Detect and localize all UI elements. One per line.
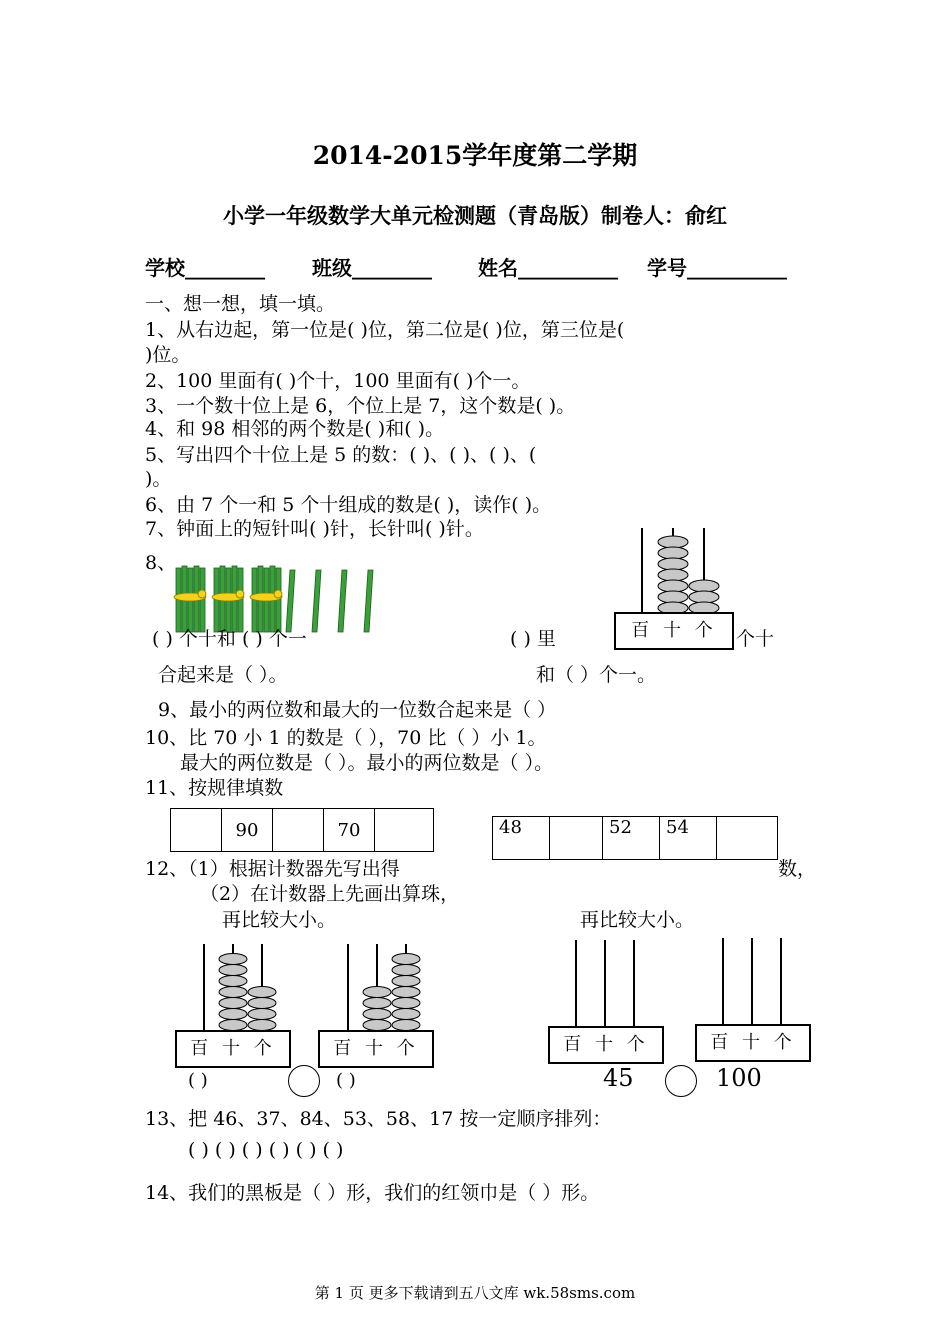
question-6: 6、由 7 个一和 5 个十组成的数是( )，读作( )。 (145, 494, 552, 516)
question-1: 1、从右边起，第一位是( )位，第二位是( )位，第三位是( (145, 319, 625, 341)
page-subtitle: 小学一年级数学大单元检测题（青岛版）制卷人：俞红 (223, 203, 727, 228)
question-8-right-line1b: 个十 (736, 628, 775, 650)
student-number-field[interactable]: 学号__________ (647, 256, 787, 280)
single-sticks (286, 570, 373, 632)
abacus-4-empty[interactable] (697, 938, 809, 1028)
question-11: 11、按规律填数 (145, 777, 284, 799)
question-13-blanks[interactable]: ( ) ( ) ( ) ( ) ( ) ( ) (188, 1139, 344, 1161)
sequence-cell: 70 (324, 809, 375, 852)
question-12-end: 数， (778, 858, 817, 880)
answer-blank-1[interactable]: ( ) (188, 1070, 208, 1091)
compare-circle-2[interactable] (665, 1065, 697, 1097)
sequence-cell: 48 (493, 817, 550, 860)
sequence-cell[interactable] (550, 817, 603, 860)
class-field[interactable]: 班级________ (312, 256, 432, 280)
section-heading: 一、想一想，填一填。 (145, 293, 336, 315)
question-5: 5、写出四个十位上是 5 的数：( )、( )、( )、( (145, 444, 537, 466)
question-13: 13、把 46、37、84、53、58、17 按一定顺序排列： (145, 1108, 612, 1130)
sequence-cell: 90 (222, 809, 273, 852)
name-field[interactable]: 姓名__________ (478, 256, 618, 280)
sequence-cell[interactable] (273, 809, 324, 852)
abacus-2 (322, 944, 434, 1034)
sequence-cell: 52 (603, 817, 660, 860)
school-field[interactable]: 学校________ (145, 256, 265, 280)
compare-circle-1[interactable] (288, 1065, 320, 1097)
abacus-2-label: 百 十 个 (318, 1030, 434, 1068)
abacus-q8-label: 百 十 个 (614, 612, 734, 650)
question-8-left-line1: ( ) 个十和 ( ) 个一 (152, 628, 307, 650)
question-1-cont: )位。 (145, 344, 191, 366)
abacus-4-label: 百 十 个 (695, 1024, 811, 1062)
page-footer: 第 1 页 更多下载请到五八文库 wk.58sms.com (314, 1284, 636, 1302)
question-8-right-line1a: ( ) 里 (510, 628, 556, 650)
number-100: 100 (716, 1064, 762, 1092)
question-2: 2、100 里面有( )个十，100 里面有( )个一。 (145, 370, 531, 392)
stick-bundle (250, 566, 282, 632)
question-9: 9、最小的两位数和最大的一位数合起来是（ ） (158, 699, 557, 721)
abacus-1 (178, 944, 290, 1034)
question-8-right-line2: 和（ ）个一。 (536, 664, 657, 686)
abacus-1-label: 百 十 个 (175, 1030, 291, 1068)
question-12-right-compare: 再比较大小。 (580, 909, 695, 931)
question-12: 12、（1）根据计数器先写出得 (145, 858, 400, 880)
question-12-left-compare: 再比较大小。 (222, 909, 337, 931)
answer-blank-2[interactable]: ( ) (336, 1070, 356, 1091)
ones-beads (689, 580, 719, 614)
question-12-part2: （2）在计数器上先画出算珠， (200, 883, 460, 905)
sequence-cell[interactable] (171, 809, 222, 852)
stick-bundle (212, 566, 244, 632)
question-5-cont: )。 (145, 468, 172, 490)
stick-bundle (174, 566, 206, 632)
abacus-3-label: 百 十 个 (548, 1026, 664, 1064)
question-8-number: 8、 (145, 552, 177, 574)
page-title: 2014-2015学年度第二学期 (312, 141, 638, 170)
sequence-cell[interactable] (375, 809, 434, 852)
question-10: 10、比 70 小 1 的数是（ ），70 比（ ）小 1。 (145, 727, 547, 749)
sequence-cell: 54 (660, 817, 717, 860)
abacus-q8 (612, 524, 736, 616)
sequence-cell[interactable] (717, 817, 778, 860)
sequence-table-1 (170, 808, 434, 852)
question-7: 7、钟面上的短针叫( )针，长针叫( )针。 (145, 518, 484, 540)
question-8-left-line2: 合起来是（ ）。 (158, 664, 288, 686)
sequence-table-2 (492, 816, 778, 860)
question-3: 3、一个数十位上是 6，个位上是 7，这个数是( )。 (145, 395, 576, 417)
tens-beads (658, 536, 688, 614)
question-14: 14、我们的黑板是（ ）形，我们的红领巾是（ ）形。 (145, 1182, 600, 1204)
abacus-3-empty[interactable] (550, 940, 662, 1030)
number-45: 45 (603, 1064, 634, 1092)
question-10-cont: 最大的两位数是（ ）。最小的两位数是（ ）。 (180, 752, 554, 774)
question-4: 4、和 98 相邻的两个数是( )和( )。 (145, 418, 445, 440)
